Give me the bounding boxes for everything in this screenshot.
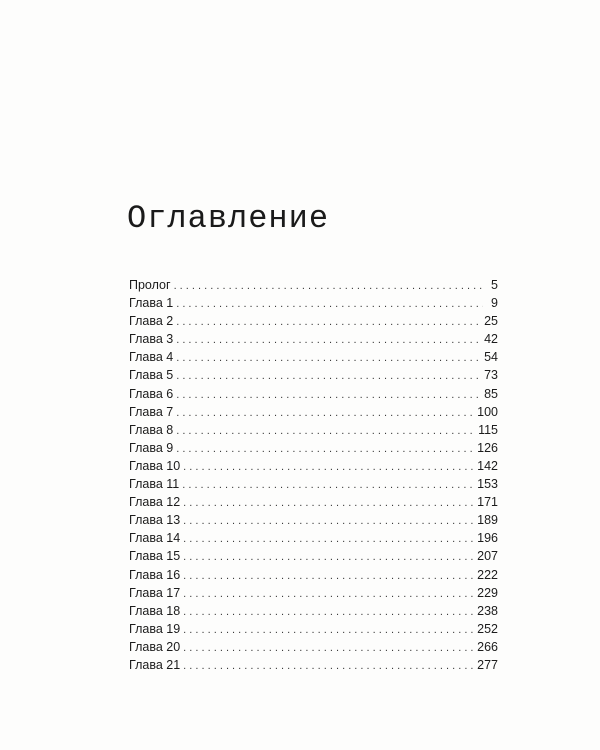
dot-leader xyxy=(176,331,481,349)
dot-leader xyxy=(176,440,474,458)
dot-leader xyxy=(176,404,474,422)
toc-entry-page-number: 196 xyxy=(477,531,498,546)
toc-entry-label: Глава 1 xyxy=(129,296,174,311)
toc-entry[interactable] xyxy=(129,584,498,602)
toc-entry-label: Глава 12 xyxy=(129,495,181,510)
dot-leader xyxy=(182,476,474,494)
toc-entry[interactable] xyxy=(129,566,498,584)
dot-leader xyxy=(183,621,474,639)
toc-entry-page-number: 5 xyxy=(491,278,498,292)
toc-entry-page-number: 9 xyxy=(491,296,498,311)
toc-entry-page-number: 142 xyxy=(477,458,498,473)
toc-entry-page-number: 238 xyxy=(477,603,498,618)
dot-leader xyxy=(183,603,474,621)
toc-entry-label: Глава 21 xyxy=(129,657,181,672)
toc-entry-label: Глава 6 xyxy=(129,386,174,401)
dot-leader xyxy=(176,422,475,440)
toc-entry[interactable] xyxy=(129,529,498,547)
toc-entry-label: Глава 4 xyxy=(129,350,174,365)
toc-entry[interactable] xyxy=(129,439,498,457)
toc-entry[interactable] xyxy=(129,348,498,366)
dot-leader xyxy=(176,313,481,331)
toc-entry-page-number: 222 xyxy=(477,567,498,582)
toc-entry-label: Глава 3 xyxy=(129,332,174,347)
toc-entry-label: Глава 11 xyxy=(129,477,180,492)
dot-leader xyxy=(183,494,474,512)
toc-entry-label: Глава 18 xyxy=(129,603,181,618)
dot-leader xyxy=(183,639,474,657)
toc-entry-label: Глава 10 xyxy=(129,458,181,473)
toc-entry[interactable] xyxy=(129,547,498,565)
toc-entry-page-number: 126 xyxy=(477,440,498,455)
toc-entry[interactable] xyxy=(129,620,498,638)
dot-leader xyxy=(183,585,474,603)
dot-leader xyxy=(174,277,483,295)
toc-entry[interactable] xyxy=(129,656,498,674)
toc-entry[interactable] xyxy=(129,493,498,511)
toc-entry[interactable] xyxy=(129,294,498,312)
toc-entry-page-number: 73 xyxy=(484,368,498,383)
dot-leader xyxy=(183,458,474,476)
toc-entry[interactable] xyxy=(129,602,498,620)
toc-entry[interactable] xyxy=(129,638,498,656)
toc-entry-page-number: 277 xyxy=(477,657,498,672)
toc-entry-label: Глава 20 xyxy=(129,639,181,654)
toc-entry-page-number: 171 xyxy=(477,495,498,510)
toc-entry[interactable] xyxy=(129,511,498,529)
toc-entry-label: Глава 17 xyxy=(129,585,181,600)
toc-entry-label: Глава 16 xyxy=(129,567,181,582)
toc-entry-page-number: 100 xyxy=(477,404,498,419)
toc-entry-label: Глава 2 xyxy=(129,314,174,329)
toc-entry-page-number: 229 xyxy=(477,585,498,600)
toc-entry-page-number: 266 xyxy=(477,639,498,654)
toc-entry-label: Глава 8 xyxy=(129,422,174,437)
toc-entry-page-number: 115 xyxy=(478,422,498,437)
dot-leader xyxy=(183,657,474,675)
toc-entry-label: Пролог xyxy=(129,278,171,292)
toc-entry[interactable] xyxy=(129,366,498,384)
toc-entry-page-number: 42 xyxy=(484,332,498,347)
dot-leader xyxy=(176,367,481,385)
page-title: Оглавление xyxy=(127,200,330,237)
toc-entry[interactable] xyxy=(129,475,498,493)
toc-entry[interactable] xyxy=(129,330,498,348)
toc-entry-label: Глава 9 xyxy=(129,440,174,455)
dot-leader xyxy=(176,386,481,404)
toc-entry-page-number: 189 xyxy=(477,513,498,528)
toc-entry-label: Глава 5 xyxy=(129,368,174,383)
toc-entry-page-number: 54 xyxy=(484,350,498,365)
toc-entry[interactable] xyxy=(129,421,498,439)
toc-entry-page-number: 25 xyxy=(484,314,498,329)
dot-leader xyxy=(183,530,474,548)
table-of-contents xyxy=(129,276,498,674)
toc-entry[interactable] xyxy=(129,312,498,330)
dot-leader xyxy=(183,512,474,530)
toc-entry-label: Глава 13 xyxy=(129,513,181,528)
toc-entry[interactable] xyxy=(129,276,498,294)
dot-leader xyxy=(183,567,474,585)
toc-entry-label: Глава 7 xyxy=(129,404,174,419)
dot-leader xyxy=(176,349,481,367)
dot-leader xyxy=(176,295,483,313)
toc-entry[interactable] xyxy=(129,457,498,475)
toc-entry[interactable] xyxy=(129,385,498,403)
toc-entry-page-number: 252 xyxy=(477,621,498,636)
toc-entry-label: Глава 14 xyxy=(129,531,181,546)
toc-entry-label: Глава 15 xyxy=(129,549,181,564)
toc-entry-page-number: 85 xyxy=(484,386,498,401)
toc-entry-page-number: 207 xyxy=(477,549,498,564)
toc-entry[interactable] xyxy=(129,403,498,421)
toc-entry-label: Глава 19 xyxy=(129,621,181,636)
dot-leader xyxy=(183,548,474,566)
toc-entry-page-number: 153 xyxy=(477,477,498,492)
